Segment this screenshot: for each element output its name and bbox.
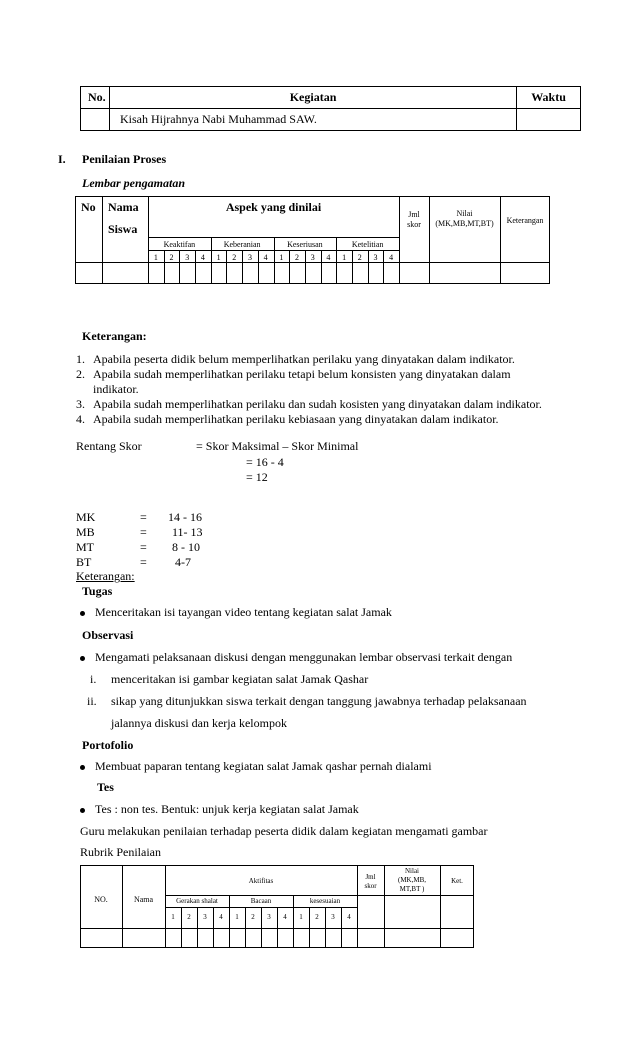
keterangan-item-text: Apabila peserta didik belum memperlihatkan perilaku yang dinyatakan dalam indikator. xyxy=(93,352,515,366)
tugas-item: Menceritakan isi tayangan video tentang kegiatan salat Jamak xyxy=(80,605,392,619)
rubrik-aspect-2: kesesuaian xyxy=(309,897,341,905)
portofolio-item: Membuat paparan tentang kegiatan salat Jamak qashar pernah dialami xyxy=(80,759,432,773)
obs-score-1-1: 2 xyxy=(232,253,237,262)
bullet-icon xyxy=(80,808,85,813)
grade-code: MT xyxy=(76,540,94,554)
grade-code: MB xyxy=(76,525,95,539)
rubrik-col-jml: Jml skor xyxy=(364,873,377,890)
rentang-eq3: = 12 xyxy=(246,470,268,484)
grade-eq: = xyxy=(140,510,147,524)
rubrik-title: Rubrik Penilaian xyxy=(80,845,161,859)
rentang-eq1: = Skor Maksimal – Skor Minimal xyxy=(196,439,359,453)
obs-score-0-1: 2 xyxy=(169,253,174,262)
grade-eq: = xyxy=(140,555,147,569)
col-waktu-header: Waktu xyxy=(517,87,581,109)
grade-code: BT xyxy=(76,555,92,569)
tes-title: Tes xyxy=(97,780,114,794)
rentang-label: Rentang Skor xyxy=(76,439,142,453)
obs-score-0-3: 4 xyxy=(200,253,205,262)
grade-range: 11- 13 xyxy=(172,525,203,539)
keterangan-item-num: 1. xyxy=(76,352,85,366)
observation-table xyxy=(75,196,550,284)
obs-score-3-3: 4 xyxy=(389,253,394,262)
col-no-header: No. xyxy=(81,87,110,109)
rubrik-score-1-0: 1 xyxy=(235,913,239,921)
rubrik-score-0-1: 2 xyxy=(187,913,191,921)
obs-col-no: No xyxy=(81,200,96,214)
grade-eq: = xyxy=(140,540,147,554)
obs-score-1-3: 4 xyxy=(263,253,268,262)
obs-score-0-0: 1 xyxy=(153,253,158,262)
obs-score-3-0: 1 xyxy=(342,253,347,262)
grade-range: 4-7 xyxy=(175,555,191,569)
row-waktu-cell xyxy=(517,109,581,131)
obs-score-0-2: 3 xyxy=(185,253,190,262)
observasi-sub-2-text: sikap yang ditunjukkan siswa terkait dengan tanggung jawabnya terhadap pelaksanaan xyxy=(111,694,527,708)
rubrik-score-2-2: 3 xyxy=(331,913,335,921)
rubrik-score-2-3: 4 xyxy=(347,913,351,921)
rubrik-table xyxy=(80,865,474,948)
obs-score-2-1: 2 xyxy=(295,253,300,262)
obs-aspect-0: Keaktifan xyxy=(163,240,196,249)
tes-item: Tes : non tes. Bentuk: unjuk kerja kegiatan salat Jamak xyxy=(80,802,359,816)
rubrik-score-1-3: 4 xyxy=(283,913,287,921)
obs-aspect-3: Ketelitian xyxy=(351,240,384,249)
keterangan-2: Keterangan: xyxy=(76,569,135,583)
keterangan-title: Keterangan: xyxy=(82,329,147,343)
rubrik-score-0-2: 3 xyxy=(203,913,207,921)
rubrik-aspect-1: Bacaan xyxy=(250,897,272,905)
grade-code: MK xyxy=(76,510,96,524)
keterangan-item-text: Apabila sudah memperlihatkan perilaku kebiasaan yang dinyatakan dalam indikator. xyxy=(93,412,499,426)
rubrik-col-nama: Nama xyxy=(133,895,154,904)
observasi-sub-2-num: ii. xyxy=(87,694,97,708)
obs-score-2-3: 4 xyxy=(326,253,331,262)
obs-score-1-0: 1 xyxy=(216,253,221,262)
col-kegiatan-header: Kegiatan xyxy=(109,87,516,109)
obs-col-siswa: Siswa xyxy=(108,222,138,236)
rubrik-score-2-1: 2 xyxy=(315,913,319,921)
rubrik-col-aktifitas: Aktifitas xyxy=(248,877,274,885)
bullet-icon xyxy=(80,765,85,770)
section-title: Penilaian Proses xyxy=(82,152,167,166)
keterangan-item-num: 2. xyxy=(76,367,85,381)
keterangan-item-num: 4. xyxy=(76,412,85,426)
row-kegiatan-cell: Kisah Hijrahnya Nabi Muhammad SAW. xyxy=(109,109,516,131)
rubrik-col-ket: Ket. xyxy=(451,877,463,885)
obs-aspect-1: Keberanian xyxy=(223,240,261,249)
rubrik-score-1-2: 3 xyxy=(267,913,271,921)
keterangan-item-text: Apabila sudah memperlihatkan perilaku tetapi belum konsisten yang dinyatakan dalam xyxy=(93,367,511,381)
obs-col-jml: Jml skor xyxy=(407,210,421,229)
obs-score-2-0: 1 xyxy=(279,253,284,262)
section-subtitle: Lembar pengamatan xyxy=(82,176,186,190)
guru-text: Guru melakukan penilaian terhadap peserta didik dalam kegiatan mengamati gambar xyxy=(80,824,488,838)
obs-score-3-2: 3 xyxy=(373,253,378,262)
obs-col-keterangan: Keterangan xyxy=(506,216,544,225)
rubrik-score-0-0: 1 xyxy=(171,913,175,921)
grade-range: 8 - 10 xyxy=(172,540,200,554)
observasi-item: Mengamati pelaksanaan diskusi dengan menggunakan lembar observasi terkait dengan xyxy=(80,650,512,664)
row-no-cell xyxy=(81,109,110,131)
obs-score-3-1: 2 xyxy=(357,253,362,262)
keterangan-item-cont: indikator. xyxy=(93,382,139,396)
grade-range: 14 - 16 xyxy=(168,510,202,524)
keterangan-item-num: 3. xyxy=(76,397,85,411)
rubrik-aspect-0: Gerakan shalat xyxy=(176,897,218,905)
rubrik-score-2-0: 1 xyxy=(299,913,303,921)
rentang-eq2: = 16 - 4 xyxy=(246,455,284,469)
obs-col-nilai: Nilai (MK,MB,MT,BT) xyxy=(435,209,494,228)
grade-eq: = xyxy=(140,525,147,539)
obs-col-nama: Nama xyxy=(108,200,139,214)
bullet-icon xyxy=(80,656,85,661)
section-numeral: I. xyxy=(58,152,66,166)
bullet-icon xyxy=(80,611,85,616)
activity-table xyxy=(80,86,581,131)
portofolio-title: Portofolio xyxy=(82,738,134,752)
rubrik-col-no: NO. xyxy=(94,895,108,904)
observasi-sub-1-text: menceritakan isi gambar kegiatan salat Jamak Qashar xyxy=(111,672,369,686)
obs-col-aspek: Aspek yang dinilai xyxy=(225,200,322,214)
rubrik-score-0-3: 4 xyxy=(219,913,223,921)
obs-aspect-2: Keseriusan xyxy=(287,240,323,249)
obs-score-2-2: 3 xyxy=(310,253,315,262)
obs-score-1-2: 3 xyxy=(247,253,252,262)
observasi-sub-2-cont: jalannya diskusi dan kerja kelompok xyxy=(111,716,287,730)
tugas-title: Tugas xyxy=(82,584,113,598)
observasi-title: Observasi xyxy=(82,628,134,642)
keterangan-item-text: Apabila sudah memperlihatkan perilaku dan sudah kosisten yang dinyatakan dalam indikator. xyxy=(93,397,542,411)
observasi-sub-1-num: i. xyxy=(90,672,97,686)
rubrik-score-1-1: 2 xyxy=(251,913,255,921)
rubrik-col-nilai: Nilai (MK,MB, MT,BT ) xyxy=(397,867,426,893)
